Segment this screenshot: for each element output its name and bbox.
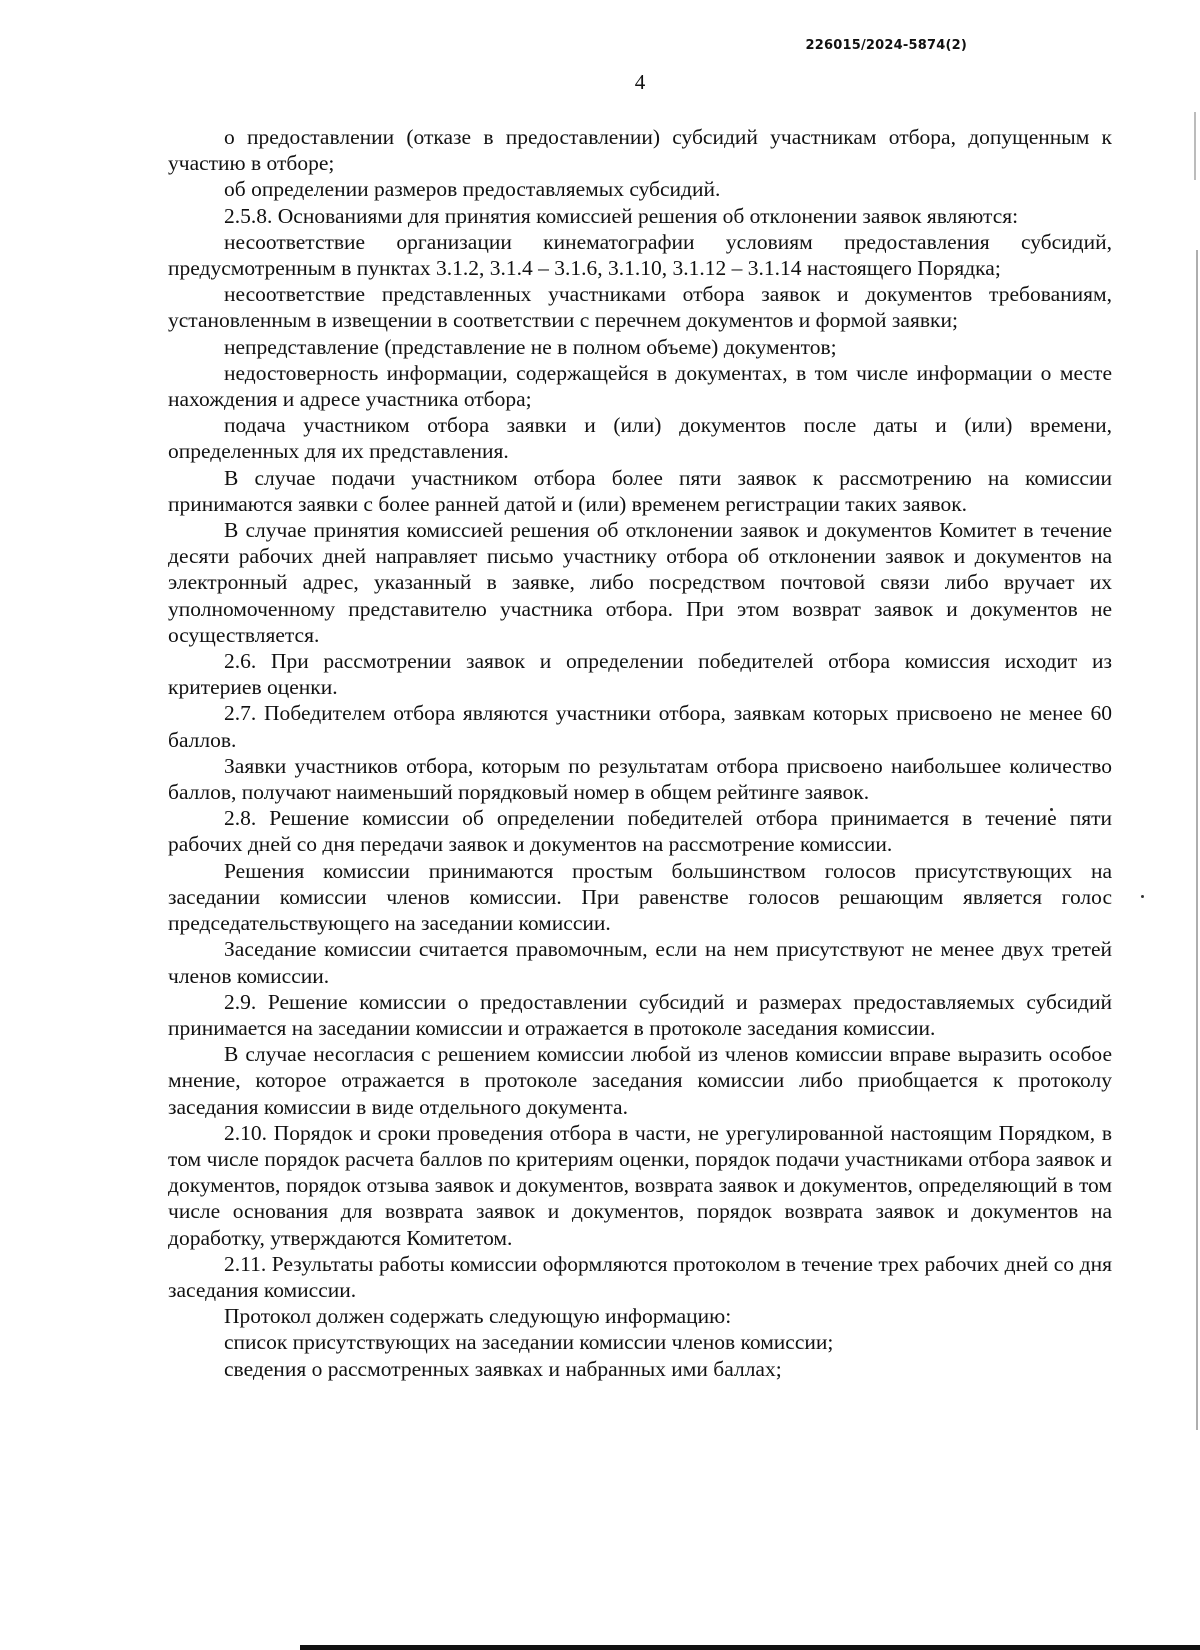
body-paragraph: В случае подачи участником отбора более пяти заявок к рассмотрению на комиссии принимаются заявки с более ранней датой и (или) временем регистрации таких заявок.: [168, 465, 1112, 516]
page-number: 4: [634, 70, 646, 94]
scan-edge-line-right: [1196, 250, 1198, 1430]
body-paragraph: подача участником отбора заявки и (или) документов после даты и (или) времени, определенных для их представления.: [168, 413, 1112, 464]
scan-speck: [1141, 895, 1144, 898]
body-paragraph: о предоставлении (отказе в предоставлении) субсидий участникам отбора, допущенным к участию в отборе;: [168, 125, 1112, 176]
body-paragraph: 2.5.8. Основаниями для принятия комиссией решения об отклонении заявок являются:: [224, 203, 1019, 228]
body-paragraph: список присутствующих на заседании комиссии членов комиссии;: [224, 1330, 834, 1355]
body-paragraph: Протокол должен содержать следующую информацию:: [224, 1304, 732, 1329]
body-paragraph: Решения комиссии принимаются простым большинством голосов присутствующих на заседании комиссии членов комиссии. При равенстве голосов решающим является голос председательствующего на заседании комиссии.: [168, 858, 1112, 936]
scan-bottom-edge: [300, 1645, 1200, 1650]
body-paragraph: несоответствие представленных участниками отбора заявок и документов требованиям, установленным в извещении в соответствии с перечнем документов и формой заявки;: [168, 282, 1112, 333]
body-paragraph: Заявки участников отбора, которым по результатам отбора присвоено наибольшее количество баллов, получают наименьший порядковый номер в общем рейтинге заявок.: [168, 753, 1112, 805]
body-paragraph: недостоверность информации, содержащейся в документах, в том числе информации о месте нахождения и адресе участника отбора;: [168, 360, 1112, 412]
document-registration-number: 226015/2024-5874(2): [805, 38, 967, 53]
scan-edge-mark-top: [1194, 112, 1196, 180]
body-paragraph: 2.11. Результаты работы комиссии оформляются протоколом в течение трех рабочих дней со дня заседания комиссии.: [168, 1251, 1112, 1302]
body-paragraph: В случае принятия комиссией решения об отклонении заявок и документов Комитет в течение десяти рабочих дней направляет письмо участнику отбора об отклонении заявок и документов на электронный адрес, указанный в заявке, либо посредством почтовой связи либо вручает их уполномоченному представителю участника отбора. При этом возврат заявок и документов не осуществляется.: [168, 518, 1112, 647]
body-paragraph: 2.7. Победителем отбора являются участники отбора, заявкам которых присвоено не менее 60 баллов.: [168, 701, 1112, 752]
body-paragraph: сведения о рассмотренных заявках и набранных ими баллах;: [224, 1356, 782, 1381]
body-paragraph: Заседание комиссии считается правомочным, если на нем присутствуют не менее двух третей членов комиссии.: [168, 937, 1112, 988]
body-paragraph: об определении размеров предоставляемых субсидий.: [224, 177, 721, 202]
body-paragraph: 2.10. Порядок и сроки проведения отбора в части, не урегулированной настоящим Порядком, в том числе порядок расчета баллов по критериям оценки, порядок подачи участниками отбора заявок и документов, порядок отзыва заявок и документов, возврата заявок и документов, определяющий в том числе основания для возврата заявок и документов, порядок возврата заявок и документов на доработку, утверждаются Комитетом.: [168, 1120, 1112, 1250]
body-paragraph: 2.9. Решение комиссии о предоставлении субсидий и размерах предоставляемых субсидий принимается на заседании комиссии и отражается в протоколе заседания комиссии.: [168, 989, 1112, 1040]
document-body: [168, 124, 1112, 1382]
body-paragraph: В случае несогласия с решением комиссии любой из членов комиссии вправе выразить особое мнение, которое отражается в протоколе заседания комиссии либо приобщается к протоколу заседания комиссии в виде отдельного документа.: [168, 1042, 1112, 1119]
body-paragraph: 2.8. Решение комиссии об определении победителей отбора принимается в течение пяти рабочих дней со дня передачи заявок и документов на рассмотрение комиссии.: [168, 806, 1112, 857]
body-paragraph: 2.6. При рассмотрении заявок и определении победителей отбора комиссия исходит из критериев оценки.: [168, 649, 1112, 700]
body-paragraph: непредставление (представление не в полном объеме) документов;: [224, 334, 837, 359]
body-paragraph: несоответствие организации кинематографии условиям предоставления субсидий, предусмотренным в пунктах 3.1.2, 3.1.4 – 3.1.6, 3.1.10, 3.1.12 – 3.1.14 настоящего Порядка;: [168, 229, 1112, 281]
